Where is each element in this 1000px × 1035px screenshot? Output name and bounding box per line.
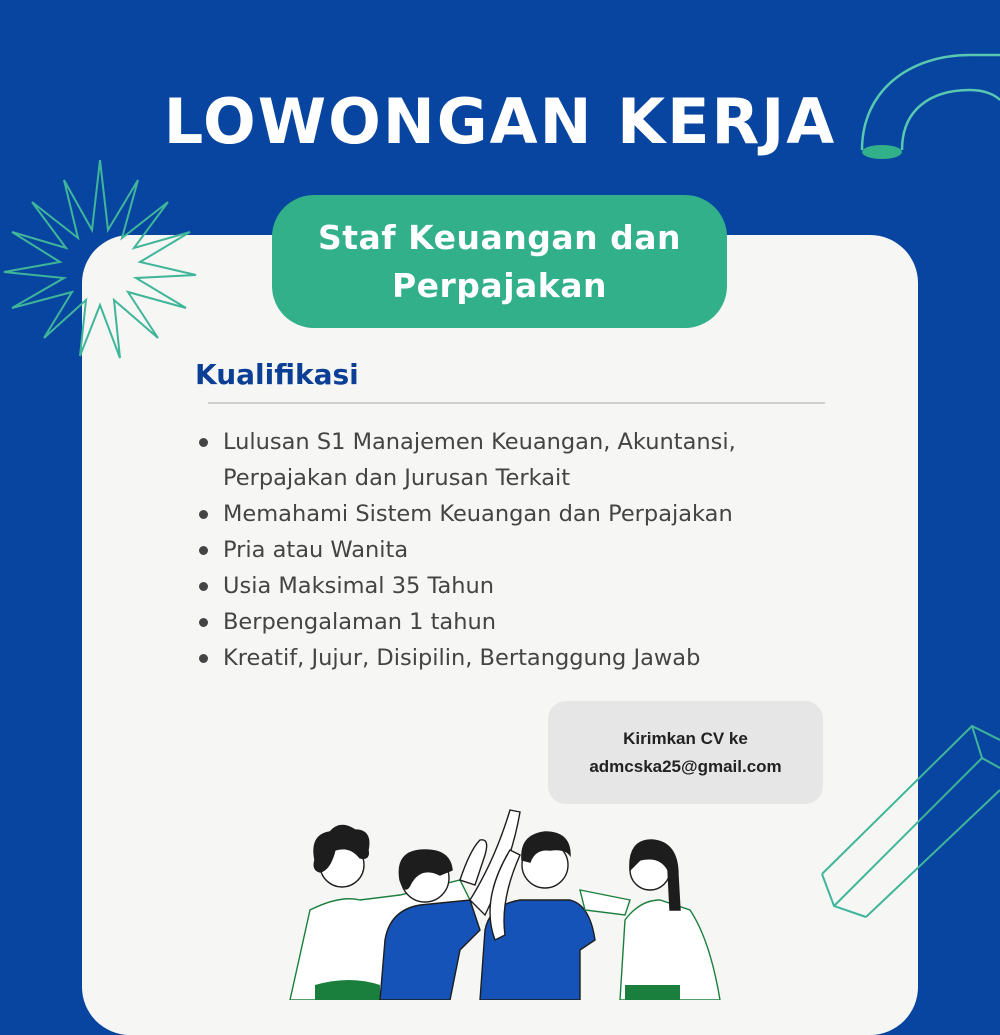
bullet-icon bbox=[199, 510, 208, 519]
bullet-icon bbox=[199, 582, 208, 591]
list-item bbox=[196, 604, 816, 640]
bullet-icon bbox=[199, 546, 208, 555]
list-item-text: Memahami Sistem Keuangan dan Perpajakan bbox=[223, 501, 733, 527]
list-item bbox=[196, 532, 816, 568]
page-title: LOWONGAN KERJA bbox=[163, 85, 837, 158]
prism-bar-icon bbox=[820, 720, 1000, 920]
bullet-icon bbox=[199, 618, 208, 627]
qualifications-list bbox=[196, 424, 816, 676]
list-item-text: Kreatif, Jujur, Disipilin, Bertanggung Jawab bbox=[223, 645, 701, 671]
team-high-five-illustration bbox=[280, 800, 740, 1000]
starburst-icon bbox=[0, 160, 200, 360]
contact-email[interactable]: admcska25@gmail.com bbox=[589, 756, 782, 776]
job-title-line-2: Perpajakan bbox=[391, 265, 607, 305]
list-item bbox=[196, 496, 816, 532]
contact-box bbox=[548, 701, 823, 804]
list-item-text: Perpajakan dan Jurusan Terkait bbox=[223, 465, 571, 491]
job-title-badge bbox=[272, 195, 727, 328]
job-title-line-1: Staf Keuangan dan bbox=[317, 217, 682, 257]
contact-label: Kirimkan CV ke bbox=[623, 728, 748, 748]
qualifications-heading: Kualifikasi bbox=[195, 358, 359, 391]
list-item bbox=[196, 640, 816, 676]
bullet-icon bbox=[199, 654, 208, 663]
list-item bbox=[196, 568, 816, 604]
list-item-text: Usia Maksimal 35 Tahun bbox=[223, 573, 495, 599]
list-item-text: Berpengalaman 1 tahun bbox=[223, 609, 496, 635]
bullet-icon bbox=[199, 438, 208, 447]
list-item bbox=[196, 424, 816, 496]
section-divider bbox=[208, 402, 825, 404]
list-item-text: Lulusan S1 Manajemen Keuangan, Akuntansi, bbox=[223, 429, 736, 455]
list-item-text: Pria atau Wanita bbox=[223, 537, 409, 563]
